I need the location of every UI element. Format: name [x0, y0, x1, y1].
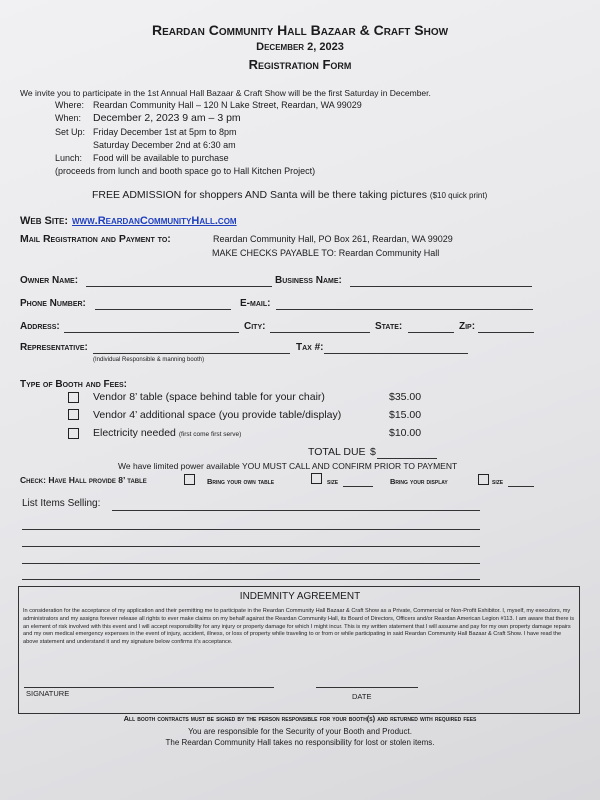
phone-number-field[interactable] [95, 309, 231, 310]
mail-label: Mail Registration and Payment to: [20, 233, 171, 245]
when-value: December 2, 2023 9 am – 3 pm [93, 112, 241, 124]
where-label: Where: [55, 100, 85, 110]
electricity-checkbox[interactable] [68, 428, 79, 439]
intro-text: We invite you to participate in the 1st Annual Hall Bazaar & Craft Show will be the first Saturday in December. [20, 88, 431, 98]
provide-table-checkbox[interactable] [184, 474, 195, 485]
footer-liability-notice: The Reardan Community Hall takes no responsibility for lost or stolen items. [165, 738, 435, 747]
items-selling-label: List Items Selling: [22, 498, 101, 509]
business-name-field[interactable] [350, 286, 532, 287]
signature-field[interactable] [24, 687, 274, 688]
electricity-label [93, 427, 241, 439]
form-header-title: Reardan Community Hall Bazaar & Craft Show [151, 22, 449, 38]
power-notice: We have limited power available YOU MUST CALL AND CONFIRM PRIOR TO PAYMENT [118, 461, 458, 471]
email-field[interactable] [276, 309, 533, 310]
own-table-checkbox[interactable] [311, 473, 322, 484]
indemnity-heading: INDEMNITY AGREEMENT [239, 591, 361, 602]
vendor-8ft-table-checkbox[interactable] [68, 392, 79, 403]
representative-note: (Individual Responsible & manning booth) [93, 357, 205, 363]
form-title: Registration Form [248, 57, 352, 72]
state-label: State: [375, 321, 403, 332]
footer-security-notice: You are responsible for the Security of your Booth and Product. [188, 727, 412, 736]
website-label: Web Site: [20, 215, 68, 227]
free-admission-note: ($10 quick print) [429, 191, 488, 200]
own-table-size-label: size [327, 477, 339, 486]
email-label: E-mail: [240, 298, 271, 309]
electricity-price: $10.00 [389, 427, 422, 439]
date-label: DATE [352, 692, 372, 701]
zip-field[interactable] [478, 332, 534, 333]
total-due-currency: $ [370, 446, 376, 458]
address-label: Address: [20, 321, 60, 332]
representative-field[interactable] [93, 353, 290, 354]
setup-label: Set Up: [55, 127, 86, 137]
address-field[interactable] [64, 332, 239, 333]
when-label: When: [55, 113, 82, 123]
own-table-size-field[interactable] [343, 486, 373, 487]
provide-table-label: Check: Have Hall provide 8’ table [20, 475, 147, 485]
indemnity-box [18, 586, 580, 714]
own-display-checkbox[interactable] [478, 474, 489, 485]
total-due-field[interactable] [377, 458, 437, 459]
setup-value-saturday: Saturday December 2nd at 6:30 am [93, 140, 236, 150]
items-selling-line-3[interactable] [22, 546, 480, 547]
own-display-label: Bring your display [390, 477, 448, 486]
date-field[interactable] [316, 687, 418, 688]
free-admission-text [92, 189, 487, 201]
items-selling-line-4[interactable] [22, 563, 480, 564]
zip-label: Zip: [459, 321, 476, 332]
indemnity-text: In consideration for the acceptance of my application and their permitting me to participate in the Reardan Community Hall Bazaar & Craft Show as a Private, Commercial or Non-Profit Exhibitor. I, myself, my executors, my administrators and my assigns forever release all rights to ever make claims on my behalf against the Reardan Community Hall, its Board of Directors, Officers and/or Reardan American Legion #113. I am aware that there is an element of risk involved with this event and I will accept responsibility for any injury or property damage for which I might incur. This is my written statement that I will assume and pay for my own property damage repairs and my own medical emergency expenses in the event of injury, accident, illness, or loss of property while traveling to or from or while participating in said Reardan Community Hall Bazaar & Craft Show. I have read the above statement and understand it and my signature below confirms it’s acceptance. [23, 608, 575, 646]
city-field[interactable] [270, 332, 370, 333]
vendor-8ft-table-label: Vendor 8’ table (space behind table for your chair) [93, 391, 325, 403]
phone-number-label: Phone Number: [20, 298, 86, 309]
event-date: December 2, 2023 [256, 41, 344, 53]
website-link[interactable]: www.ReardanCommunityHall.com [72, 215, 237, 227]
business-name-label: Business Name: [275, 275, 342, 286]
vendor-4ft-space-price: $15.00 [389, 409, 422, 421]
setup-value-friday: Friday December 1st at 5pm to 8pm [93, 127, 237, 137]
items-selling-line-2[interactable] [22, 529, 480, 530]
vendor-4ft-space-checkbox[interactable] [68, 409, 79, 420]
where-value: Reardan Community Hall – 120 N Lake Street, Reardan, WA 99029 [93, 100, 362, 110]
items-selling-line-1[interactable] [112, 510, 480, 511]
proceeds-note: (proceeds from lunch and booth space go to Hall Kitchen Project) [55, 166, 316, 176]
checks-payable: MAKE CHECKS PAYABLE TO: Reardan Community Hall [212, 248, 440, 258]
tax-field[interactable] [324, 353, 468, 354]
vendor-4ft-space-label: Vendor 4’ additional space (you provide table/display) [93, 409, 342, 421]
own-display-size-label: size [492, 477, 504, 486]
booth-heading: Type of Booth and Fees: [20, 379, 128, 390]
footer-contracts-notice: All booth contracts must be signed by the person responsible for your booth(s) and returned with required fees [123, 714, 477, 723]
own-table-label: Bring your own table [207, 477, 275, 486]
own-display-size-field[interactable] [508, 486, 534, 487]
total-due-label: TOTAL DUE [308, 446, 366, 458]
owner-name-field[interactable] [86, 286, 272, 287]
lunch-value: Food will be available to purchase [93, 153, 229, 163]
electricity-label-text: Electricity needed [93, 427, 176, 439]
free-admission-main: FREE ADMISSION for shoppers AND Santa will be there taking pictures [92, 189, 427, 201]
mail-address: Reardan Community Hall, PO Box 261, Reardan, WA 99029 [213, 234, 453, 244]
city-label: City: [244, 321, 266, 332]
state-field[interactable] [408, 332, 454, 333]
signature-label: SIGNATURE [26, 689, 70, 698]
owner-name-label: Owner Name: [20, 275, 79, 286]
items-selling-line-5[interactable] [22, 579, 480, 580]
vendor-8ft-table-price: $35.00 [389, 391, 422, 403]
lunch-label: Lunch: [55, 153, 83, 163]
tax-label: Tax #: [296, 342, 324, 353]
representative-label: Representative: [20, 342, 88, 353]
electricity-note: (first come first serve) [178, 431, 242, 438]
